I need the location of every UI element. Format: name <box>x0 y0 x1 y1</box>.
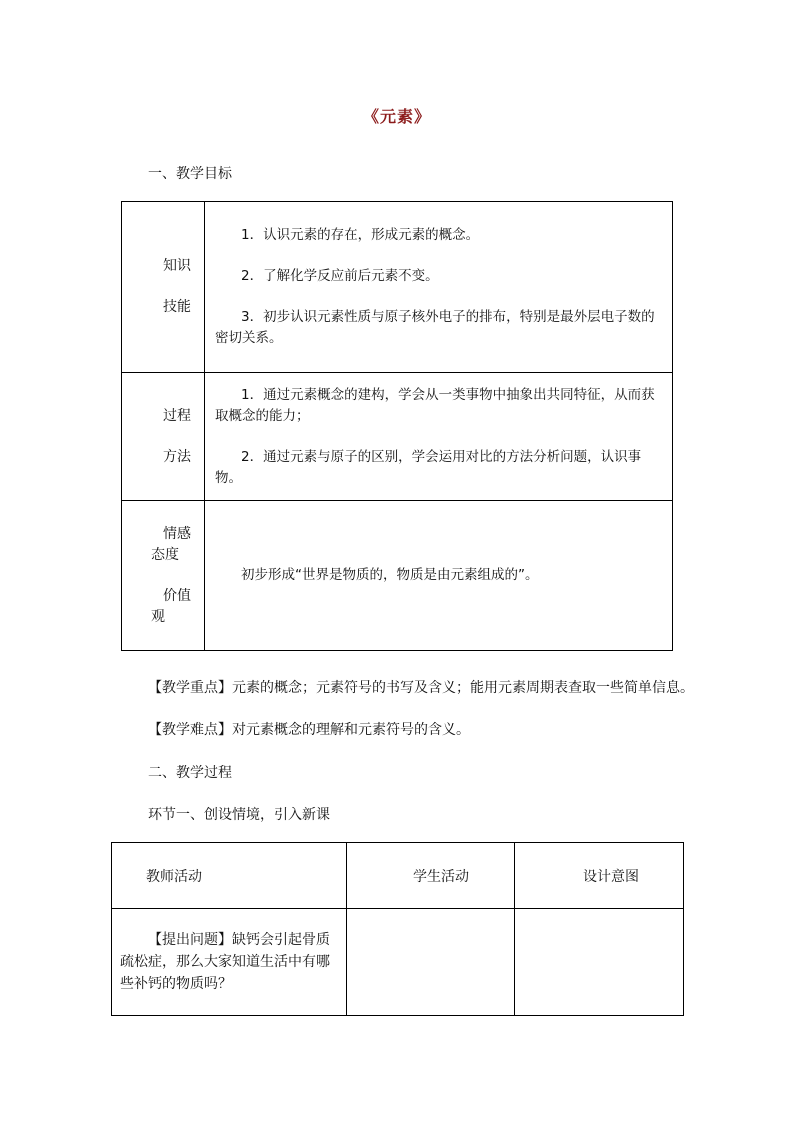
goal-item: 2．了解化学反应前后元素不变。 <box>241 268 439 284</box>
header-design-intent: 设计意图 <box>515 843 684 909</box>
goal-item: 3．初步认识元素性质与原子核外电子的排布，特别是最外层电子数的密切关系。 <box>215 309 655 346</box>
goal-item: 1．通过元素概念的建构，学会从一类事物中抽象出共同特征，从而获取概念的能力； <box>215 386 655 424</box>
page-title: 《元素》 <box>362 107 431 126</box>
goals-content-attitude <box>205 501 673 651</box>
question-tag: 【提出问题】 <box>148 932 232 948</box>
goals-row-knowledge <box>122 202 673 373</box>
section-heading-process: 二、教学过程 <box>148 765 232 781</box>
header-student-activity: 学生活动 <box>347 843 515 909</box>
goals-label-line: 态度 <box>151 546 179 563</box>
goals-label-line: 技能 <box>163 299 191 315</box>
goals-label-line: 价值 <box>163 587 191 604</box>
goals-label-process <box>122 373 205 501</box>
goal-item: 初步形成“世界是物质的，物质是由元素组成的”。 <box>241 567 539 583</box>
question-text: 缺钙会引起骨质疏松症，那么大家知道生活中有哪些补钙的物质吗？ <box>120 932 330 992</box>
difficulty-text: 对元素概念的理解和元素符号的含义。 <box>232 722 470 738</box>
difficulty-point <box>148 719 470 739</box>
header-teacher-activity: 教师活动 <box>112 843 347 909</box>
section-heading-goals: 一、教学目标 <box>148 166 232 182</box>
goals-label-knowledge <box>122 202 205 373</box>
goals-label-line: 知识 <box>163 258 191 274</box>
key-point-text: 元素的概念；元素符号的书写及含义；能用元素周期表查取一些简单信息。 <box>232 680 694 696</box>
goals-label-line: 方法 <box>163 448 191 465</box>
table-row <box>112 909 684 1016</box>
goal-item: 2．通过元素与原子的区别，学会运用对比的方法分析问题，认识事物。 <box>215 448 642 486</box>
difficulty-tag: 【教学难点】 <box>148 722 232 738</box>
goals-content-knowledge <box>205 202 673 373</box>
goals-label-line: 观 <box>151 608 165 625</box>
goals-label-line: 过程 <box>163 407 191 424</box>
goals-label-attitude <box>122 501 205 651</box>
goal-item: 1．认识元素的存在，形成元素的概念。 <box>241 227 480 243</box>
design-intent-cell <box>515 909 684 1016</box>
student-activity-cell <box>347 909 515 1016</box>
stage-heading: 环节一、创设情境，引入新课 <box>148 807 330 823</box>
process-header-row <box>112 843 684 909</box>
goals-content-process <box>205 373 673 501</box>
process-table <box>111 842 684 1016</box>
goals-label-line: 情感 <box>163 525 191 542</box>
goals-row-process <box>122 373 673 501</box>
goals-row-attitude <box>122 501 673 651</box>
teacher-activity-cell <box>112 909 347 1016</box>
goals-table <box>121 201 673 651</box>
key-point <box>148 677 694 697</box>
key-point-tag: 【教学重点】 <box>148 680 232 696</box>
